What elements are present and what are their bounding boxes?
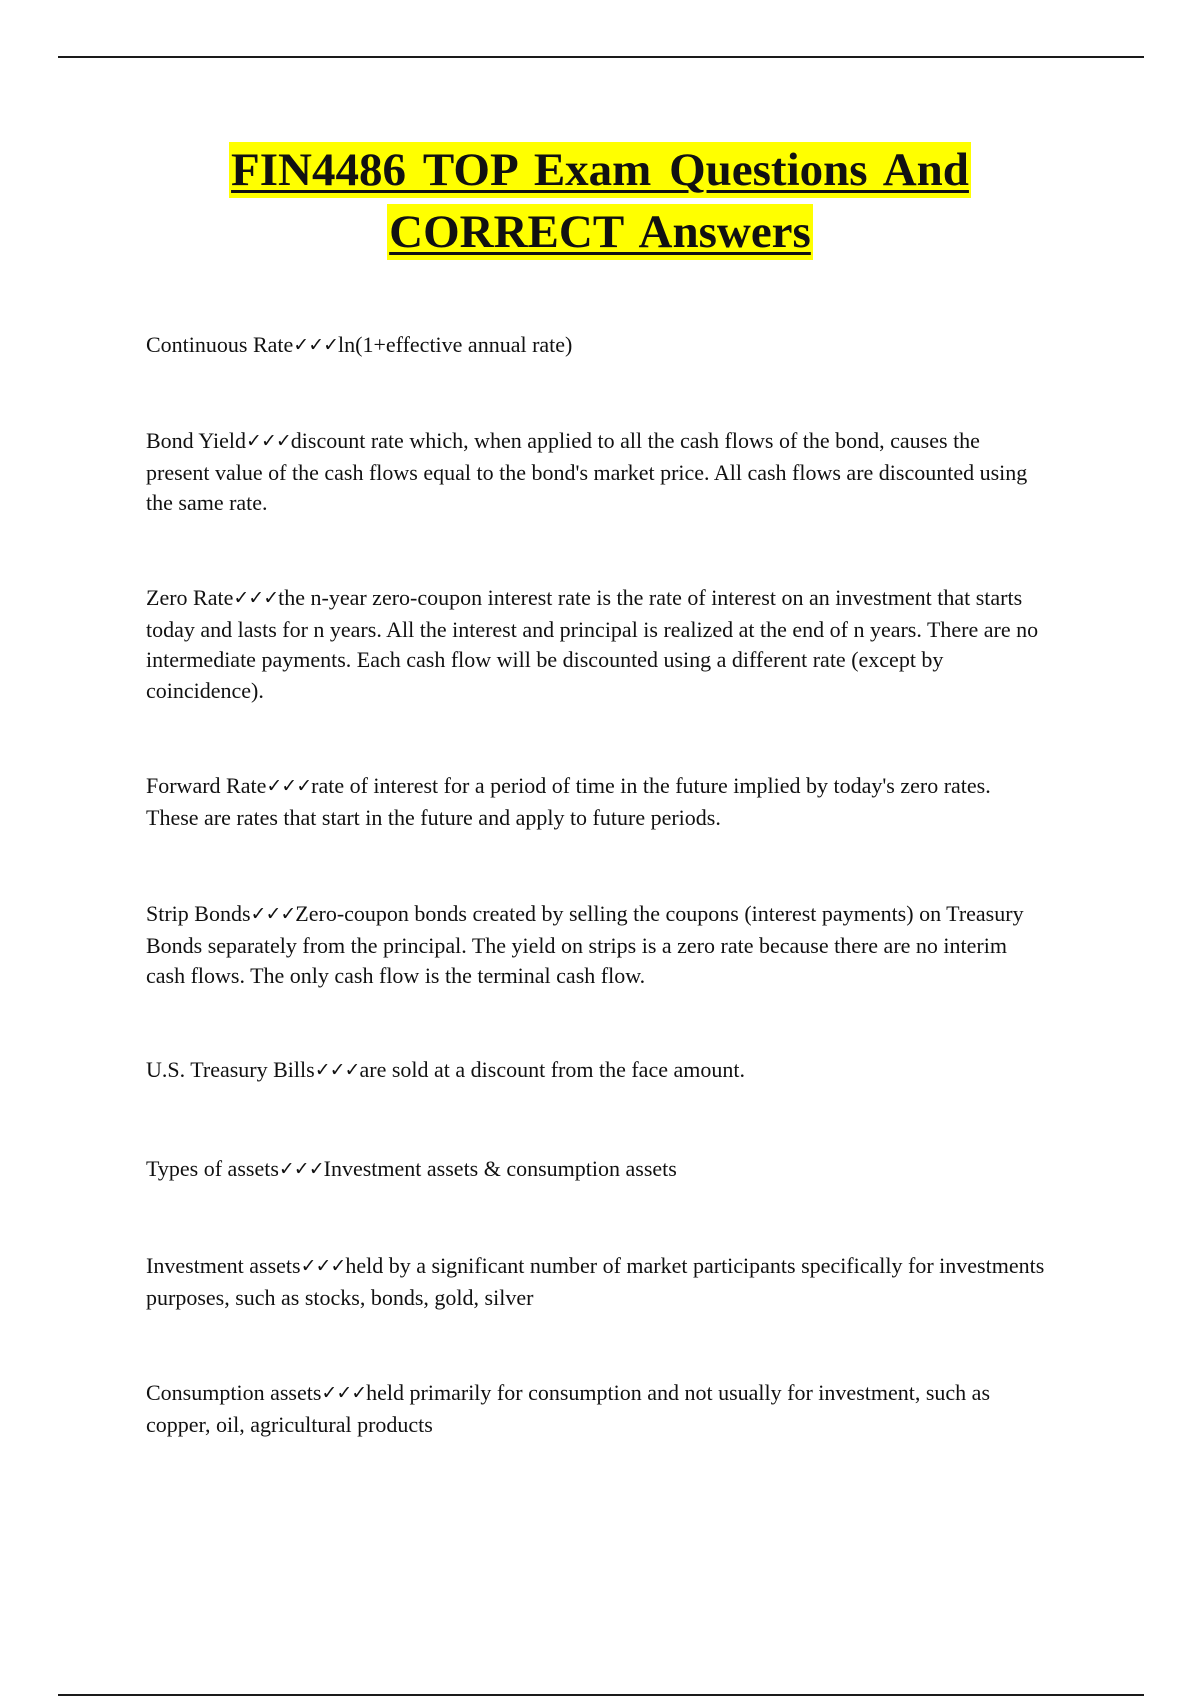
entry-term: Continuous Rate (146, 332, 294, 357)
check-marks-icon: ✓✓✓ (233, 587, 279, 609)
check-marks-icon: ✓✓✓ (246, 430, 291, 452)
entry-definition: held by a significant number of market participants specifically for investments purposes, such as stocks, bonds, gold, silver (146, 1253, 1045, 1310)
entry-term: Investment assets (146, 1253, 301, 1278)
entry-definition: are sold at a discount from the face amount. (359, 1057, 745, 1082)
entry-term: Forward Rate (146, 773, 267, 798)
title-line-1: FIN4486 TOP Exam Questions And (231, 144, 969, 196)
bottom-rule (58, 1694, 1144, 1696)
definition-entry (146, 1055, 1046, 1087)
definition-entry (146, 1378, 1046, 1440)
definition-entry (146, 426, 1046, 519)
entry-definition: Zero-coupon bonds created by selling the coupons (interest payments) on Treasury Bonds separately from the principal. The yield on strips is a zero rate because there are no interim cash flows. The only cash flow is the terminal cash flow. (146, 901, 1024, 988)
check-marks-icon: ✓✓✓ (278, 1158, 324, 1180)
entry-term: Types of assets (146, 1156, 279, 1181)
definition-entry (146, 1154, 1046, 1186)
entry-definition: Investment assets & consumption assets (323, 1156, 677, 1181)
entry-definition: held primarily for consumption and not usually for investment, such as copper, oil, agricultural products (146, 1380, 991, 1437)
check-marks-icon: ✓✓✓ (293, 334, 339, 356)
entry-term: Bond Yield (146, 428, 247, 453)
check-marks-icon: ✓✓✓ (300, 1255, 346, 1277)
definition-entry (146, 899, 1046, 992)
entry-definition: the n-year zero-coupon interest rate is the rate of interest on an investment that starts today and lasts for n years. All the interest and principal is realized at the end of n years. There are no intermediate payments. Each cash flow will be discounted using a different rate (except by coincidence). (146, 585, 1039, 703)
check-marks-icon: ✓✓✓ (266, 775, 312, 797)
entry-definition: ln(1+effective annual rate) (338, 332, 573, 357)
entry-definition: discount rate which, when applied to all the cash flows of the bond, causes the present value of the cash flows equal to the bond's market price. All cash flows are discounted using the same rate. (146, 428, 1028, 515)
definition-entry (146, 1251, 1046, 1313)
title-line-2: CORRECT Answers (389, 206, 811, 258)
definition-entry (146, 330, 1046, 362)
definition-entry (146, 583, 1046, 706)
definition-entry (146, 771, 1046, 833)
entry-term: Zero Rate (146, 585, 234, 610)
check-marks-icon: ✓✓✓ (314, 1059, 360, 1081)
entry-definition: rate of interest for a period of time in the future implied by today's zero rates. These are rates that start in the future and apply to future periods. (146, 773, 991, 830)
check-marks-icon: ✓✓✓ (321, 1382, 367, 1404)
entry-term: U.S. Treasury Bills (146, 1057, 315, 1082)
check-marks-icon: ✓✓✓ (250, 903, 296, 925)
top-rule (58, 56, 1144, 58)
entry-term: Strip Bonds (146, 901, 251, 926)
entry-term: Consumption assets (146, 1380, 322, 1405)
page-title (0, 142, 1200, 266)
